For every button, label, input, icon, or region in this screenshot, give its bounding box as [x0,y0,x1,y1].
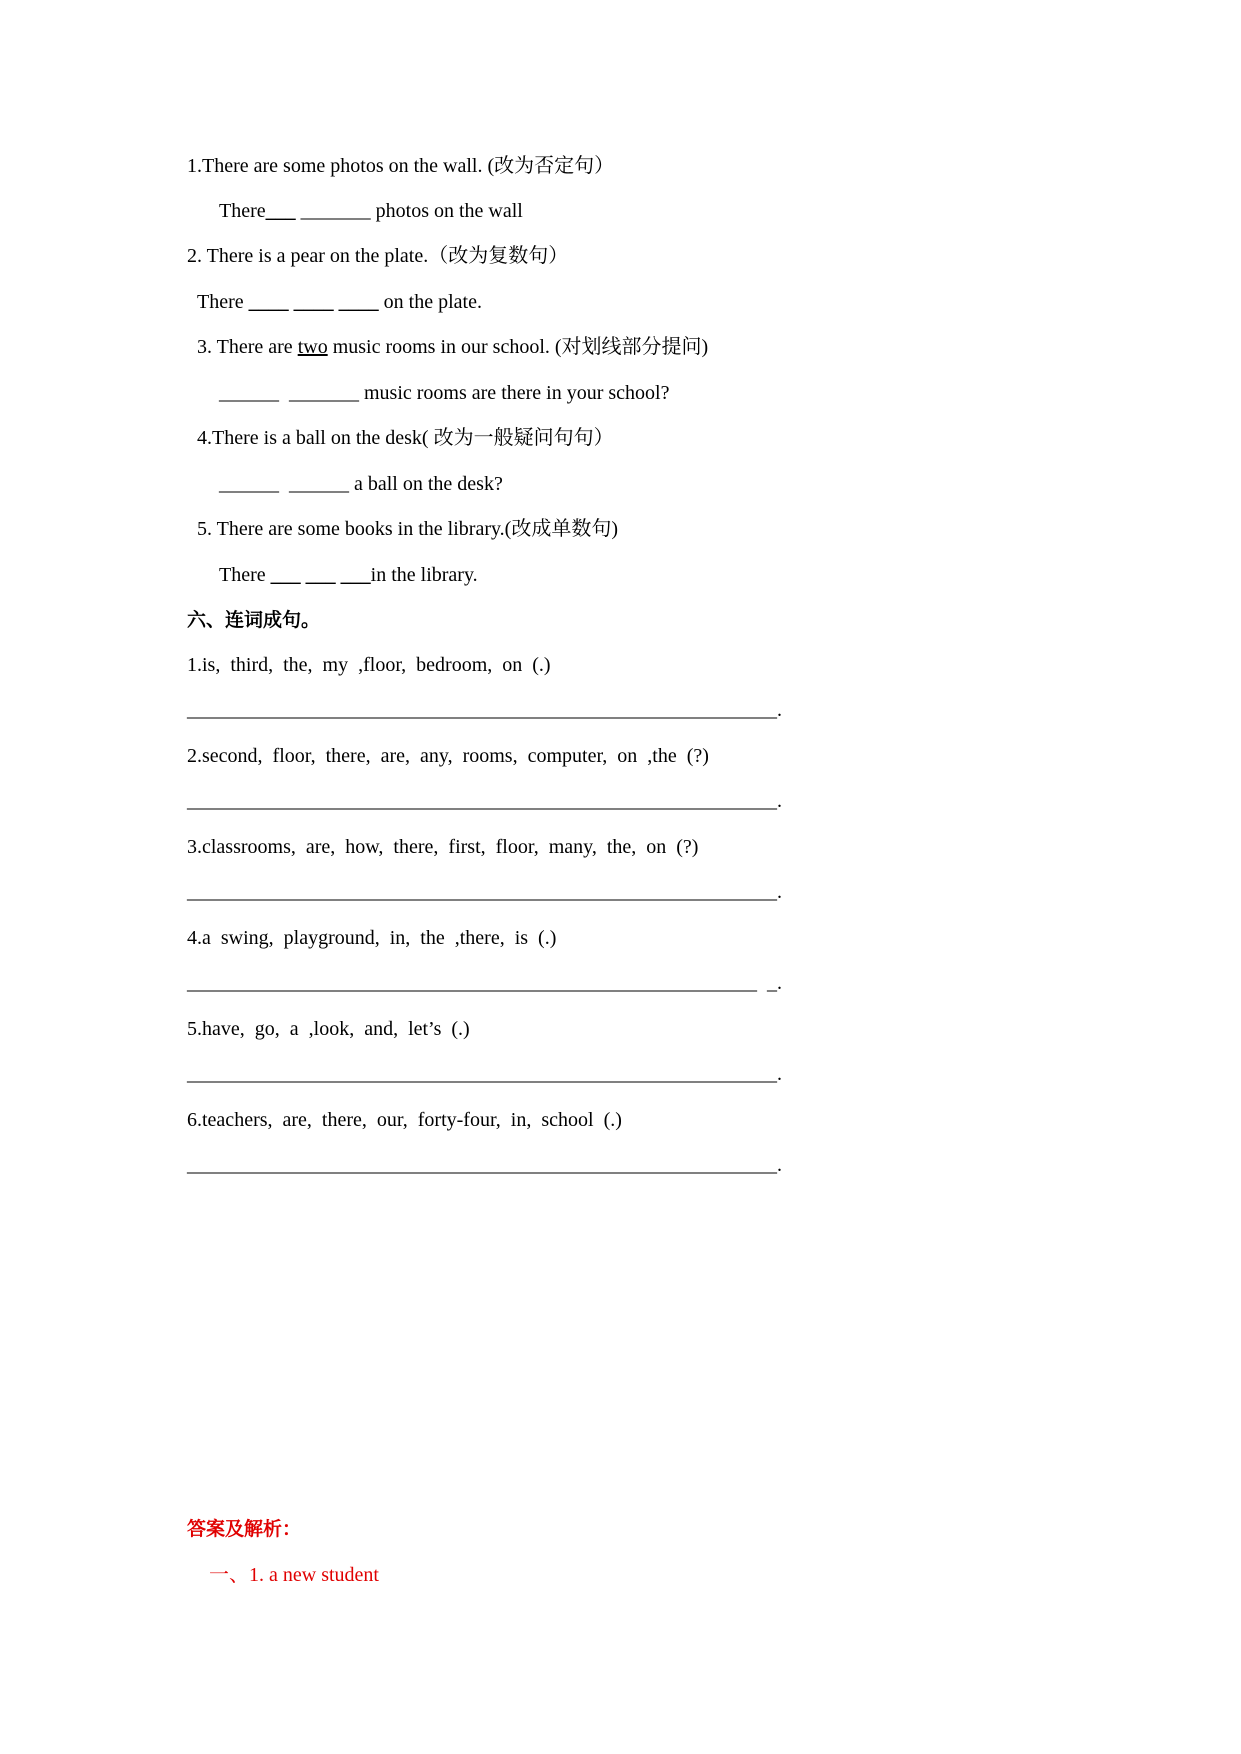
q6-4-blank: _________________________________________________________ _. [187,972,782,994]
answer-blank: ___ ___ ___ [270,564,371,586]
q5-1-question: 1.There are some photos on the wall. (改为否定句） [187,155,615,177]
q6-6-question: 6.teachers, are, there, our, forty-four, in, school (.) [187,1109,622,1131]
answers-first-item: 一、1. a new student [209,1564,379,1586]
underlined-word: two [297,336,328,358]
q5-2-answer [197,290,482,314]
q5-1-answer [219,199,523,223]
answer-text: There [219,564,271,586]
q6-5-blank: ___________________________________________________________. [187,1063,782,1085]
q6-3-question: 3.classrooms, are, how, there, first, floor, many, the, on (?) [187,836,699,858]
q5-3-question [197,335,708,359]
answers-heading: 答案及解析： [187,1518,302,1540]
q5-5-question: 5. There are some books in the library.(改成单数句) [197,518,619,540]
q6-1-blank: ___________________________________________________________. [187,699,782,721]
answer-text: There [219,200,266,222]
q5-2-question: 2. There is a pear on the plate.（改为复数句） [187,245,569,267]
answer-text: on the plate. [378,291,482,313]
answer-blank: ___ [265,200,296,222]
q5-4-question: 4.There is a ball on the desk( 改为一般疑问句句） [197,427,614,449]
q6-5-question: 5.have, go, a ,look, and, let’s (.) [187,1018,470,1040]
question-text: music rooms in our school. (对划线部分提问) [327,336,709,358]
q6-4-question: 4.a swing, playground, in, the ,there, is (.) [187,927,557,949]
answer-text: There [197,291,249,313]
q5-3-answer: ______ _______ music rooms are there in your school? [219,382,670,404]
section-six-heading: 六、连词成句。 [187,609,321,631]
q5-5-answer [219,563,478,587]
question-text: 3. There are [197,336,298,358]
q6-2-blank: ___________________________________________________________. [187,790,782,812]
q6-3-blank: ___________________________________________________________. [187,881,782,903]
answer-blank: ____ ____ ____ [248,291,379,313]
q6-2-question: 2.second, floor, there, are, any, rooms, computer, on ,the (?) [187,745,709,767]
answer-text: _______ photos on the wall [295,200,523,222]
answer-text: in the library. [370,564,478,586]
q5-4-answer: ______ ______ a ball on the desk? [219,473,503,495]
q6-1-question: 1.is, third, the, my ,floor, bedroom, on (.) [187,654,551,676]
q6-6-blank: ___________________________________________________________. [187,1154,782,1176]
